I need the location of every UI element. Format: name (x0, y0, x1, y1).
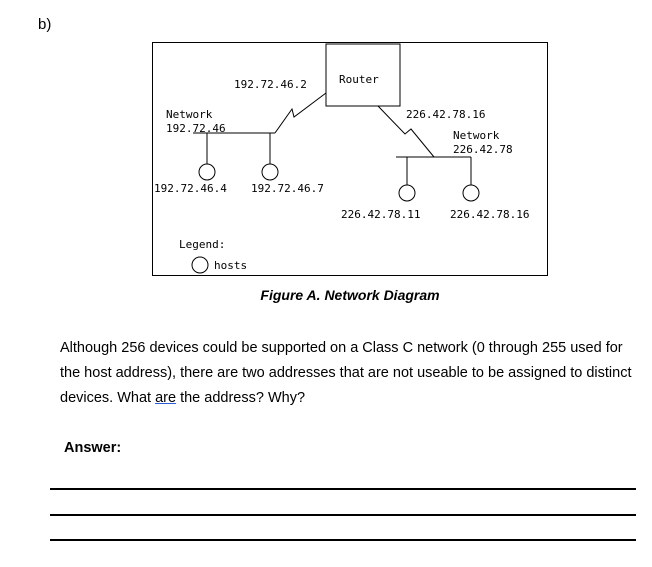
legend-title: Legend: (179, 238, 226, 251)
question-underlined-word: are (155, 390, 177, 406)
legend-host-icon (192, 257, 208, 273)
left-router-link (275, 93, 326, 133)
left-host-1-ip: 192.72.46.4 (154, 182, 227, 195)
question-text-part1: Although 256 devices could be supported on a Class C network (0 through 255 used for the host address), there are two addresses that are not useable to be assigned to distinct devices. What (60, 340, 632, 406)
router-label: Router (339, 73, 379, 86)
right-host-2-ip: 226.42.78.16 (450, 208, 530, 221)
right-host-1-ip: 226.42.78.11 (341, 208, 421, 221)
answer-label: Answer: (64, 440, 122, 456)
right-router-link-ip: 226.42.78.16 (406, 108, 486, 121)
right-network-address: 226.42.78 (453, 143, 513, 156)
right-host-2-icon (463, 185, 479, 201)
part-label: b) (38, 16, 52, 33)
answer-line-3[interactable] (50, 539, 636, 541)
left-host-2-icon (262, 164, 278, 180)
left-host-2-ip: 192.72.46.7 (251, 182, 324, 195)
network-diagram-canvas (153, 43, 547, 275)
right-network-label: Network (453, 129, 500, 142)
left-host-1-icon (199, 164, 215, 180)
figure-caption: Figure A. Network Diagram (260, 287, 440, 303)
question-text-part2: the address? Why? (176, 390, 306, 406)
question-text (60, 336, 645, 411)
left-network-address: 192.72.46 (166, 122, 226, 135)
answer-line-1[interactable] (50, 488, 636, 490)
right-host-1-icon (399, 185, 415, 201)
legend-item-label: hosts (214, 259, 248, 272)
left-router-link-ip: 192.72.46.2 (234, 78, 307, 91)
left-network-label: Network (166, 108, 213, 121)
network-diagram (152, 42, 548, 276)
answer-line-2[interactable] (50, 514, 636, 516)
